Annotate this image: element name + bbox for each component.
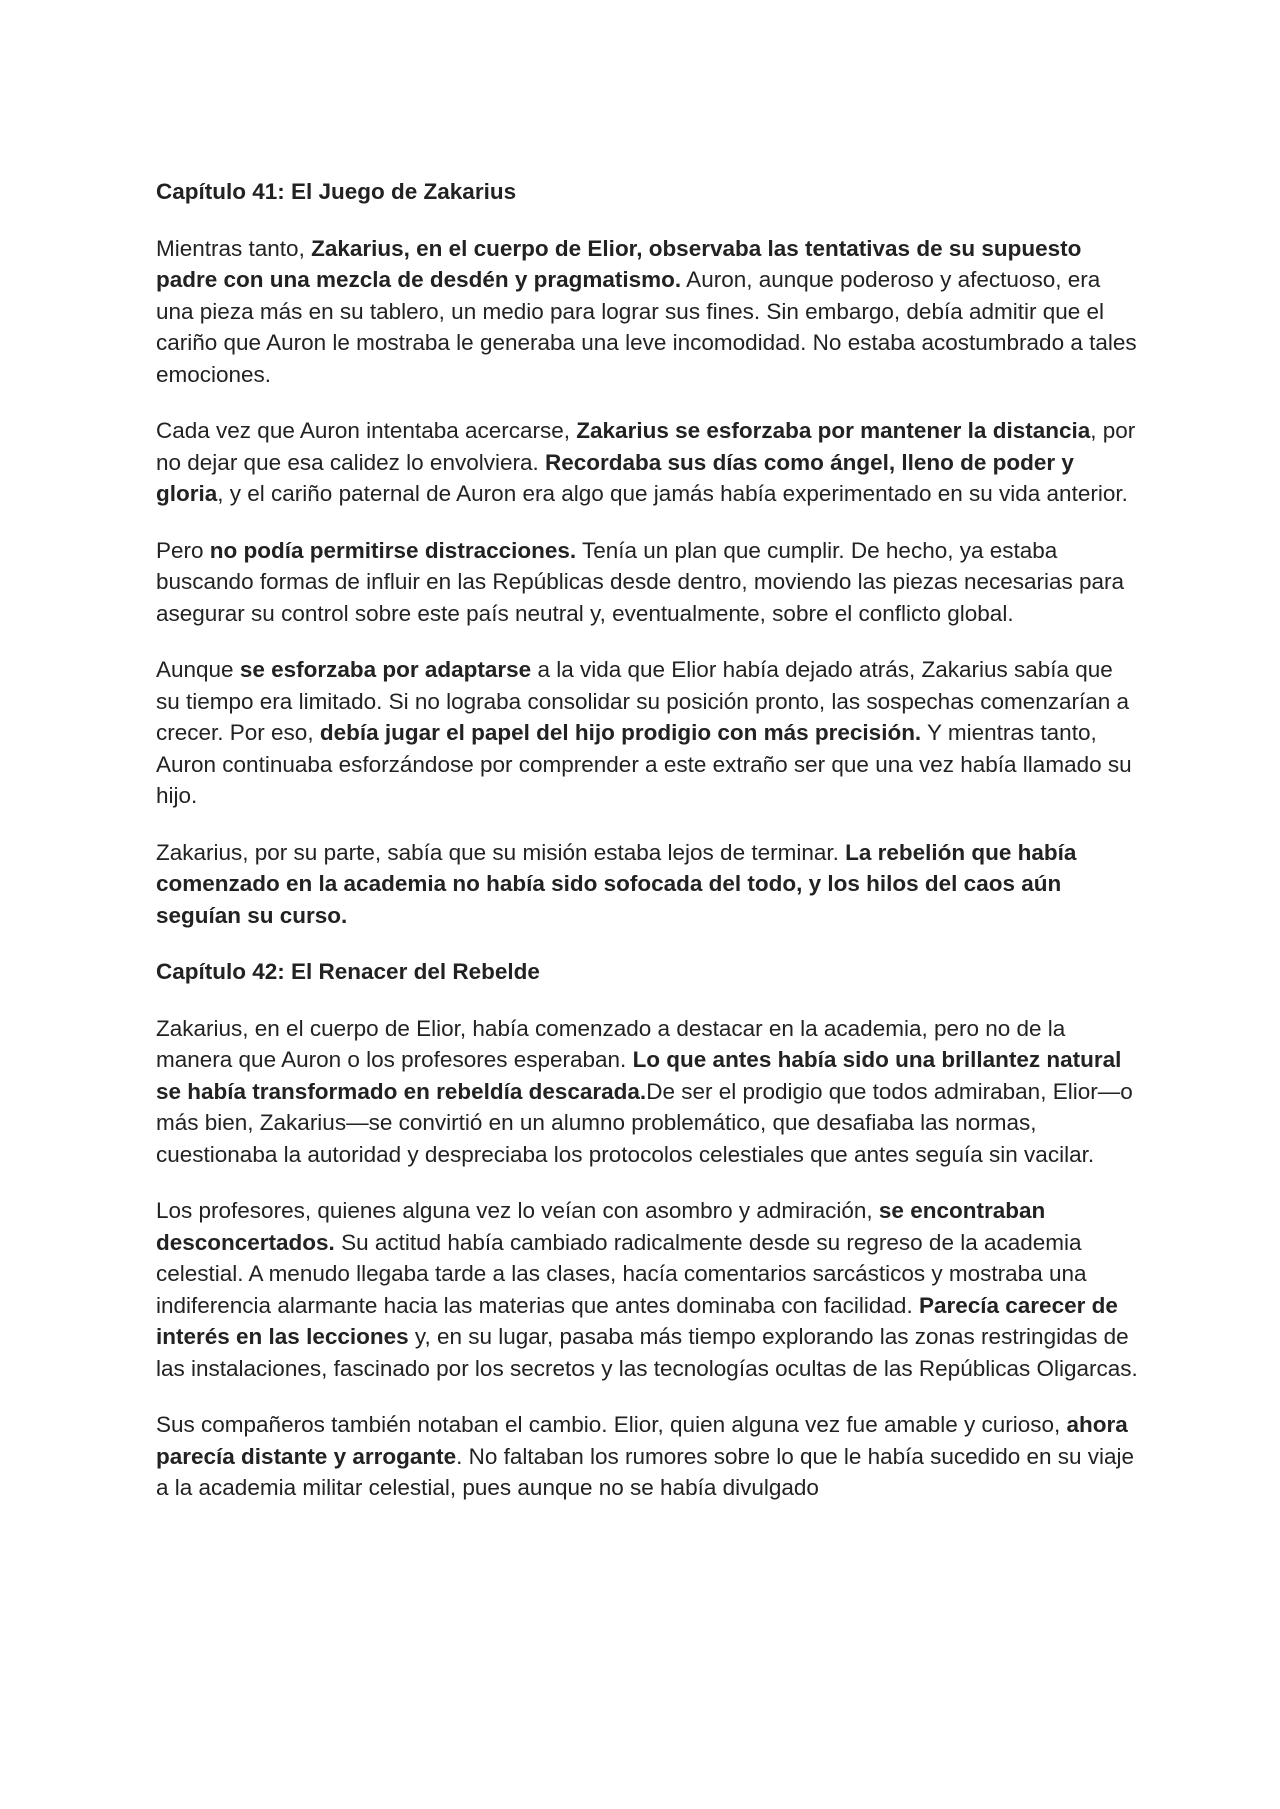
- ch41-paragraph-3: [156, 535, 1141, 630]
- bold-run: Zakarius, en el cuerpo de Elior, observaba las tentativas de su supuesto padre con una mezcla de desdén y pragmatismo.: [156, 235, 1082, 292]
- text-run: Aunque: [156, 657, 240, 682]
- ch41-paragraph-1: [156, 233, 1141, 391]
- bold-run: ahora parecía distante y arrogante: [156, 1412, 1128, 1469]
- ch42-paragraph-1: [156, 1013, 1141, 1171]
- text-run: Zakarius, por su parte, sabía que su misión estaba lejos de terminar.: [156, 839, 846, 865]
- chapter-42-title: Capítulo 42: El Renacer del Rebelde: [156, 959, 540, 984]
- ch41-paragraph-5: [156, 837, 1141, 932]
- bold-run: Parecía carecer de interés en las lecciones: [156, 1292, 1118, 1349]
- text-run: Los profesores, quienes alguna vez lo veían con asombro y admiración,: [156, 1198, 879, 1223]
- text-run: y, en su lugar, pasaba más tiempo explorando las zonas restringidas de las instalaciones, fascinado por los secretos y las tecnologías ocultas de las Repúblicas Oligarcas.: [156, 1324, 1138, 1381]
- text-run: Zakarius, en el cuerpo de Elior, había comenzado a destacar en la academia, pero no de la manera que Auron o los profesores esperaban.: [156, 1015, 1066, 1072]
- text-run: , por no dejar que esa calidez lo envolviera.: [156, 418, 1136, 475]
- bold-run: Recordaba sus días como ángel, lleno de poder y gloria: [156, 449, 1074, 506]
- text-run: a la vida que Elior había dejado atrás, Zakarius sabía que su tiempo era limitado. Si no lograba consolidar su posición pronto, las sospechas comenzarían a crecer. Por eso,: [156, 657, 1130, 745]
- chapter-41-title: Capítulo 41: El Juego de Zakarius: [156, 179, 517, 204]
- bold-run: La rebelión que había comenzado en la academia no había sido sofocada del todo, y los hilos del caos aún seguían su curso.: [156, 839, 1077, 928]
- text-run: Auron, aunque poderoso y afectuoso, era una pieza más en su tablero, un medio para lograr sus fines. Sin embargo, debía admitir que el cariño que Auron le mostraba le generaba una leve incomodidad. No estaba acostumbrado a tales emociones.: [156, 267, 1137, 387]
- text-run: , y el cariño paternal de Auron era algo que jamás había experimentado en su vida anterior.: [217, 481, 1128, 506]
- bold-run: debía jugar el papel del hijo prodigio con más precisión.: [319, 720, 922, 745]
- text-run: Tenía un plan que cumplir. De hecho, ya estaba buscando formas de influir en las Repúblicas desde dentro, moviendo las piezas necesarias para asegurar su control sobre este país neutral y, eventualmente, sobre el conflicto global.: [156, 537, 1125, 626]
- bold-run: se esforzaba por adaptarse: [239, 657, 532, 682]
- bold-run: Zakarius se esforzaba por mantener la distancia: [576, 418, 1091, 443]
- text-run: De ser el prodigio que todos admiraban, Elior—o más bien, Zakarius—se convirtió en un alumno problemático, que desafiaba las normas, cuestionaba la autoridad y despreciaba los protocolos celestiales que antes seguía sin vacilar.: [156, 1078, 1133, 1167]
- bold-run: no podía permitirse distracciones.: [209, 537, 577, 563]
- ch41-paragraph-4: [156, 654, 1141, 812]
- ch41-paragraph-2: [156, 415, 1141, 510]
- document-page: [156, 176, 1141, 1529]
- bold-run: Lo que antes había sido una brillantez natural se había transformado en rebeldía descarada.: [156, 1047, 1122, 1104]
- text-run: Pero: [156, 537, 210, 563]
- text-run: Cada vez que Auron intentaba acercarse,: [156, 418, 577, 443]
- text-run: Mientras tanto,: [156, 235, 312, 261]
- text-run: Sus compañeros también notaban el cambio. Elior, quien alguna vez fue amable y curioso,: [156, 1412, 1067, 1437]
- text-run: . No faltaban los rumores sobre lo que le había sucedido en su viaje a la academia militar celestial, pues aunque no se había divulgado: [156, 1443, 1135, 1500]
- text-run: Su actitud había cambiado radicalmente desde su regreso de la academia celestial. A menudo llegaba tarde a las clases, hacía comentarios sarcásticos y mostraba una indiferencia alarmante hacia las materias que antes dominaba con facilidad.: [156, 1229, 1087, 1318]
- ch42-paragraph-2: [156, 1195, 1141, 1384]
- text-run: Y mientras tanto, Auron continuaba esforzándose por comprender a este extraño ser que una vez había llamado su hijo.: [156, 720, 1132, 808]
- ch42-paragraph-3: [156, 1409, 1141, 1504]
- bold-run: se encontraban desconcertados.: [156, 1198, 1046, 1255]
